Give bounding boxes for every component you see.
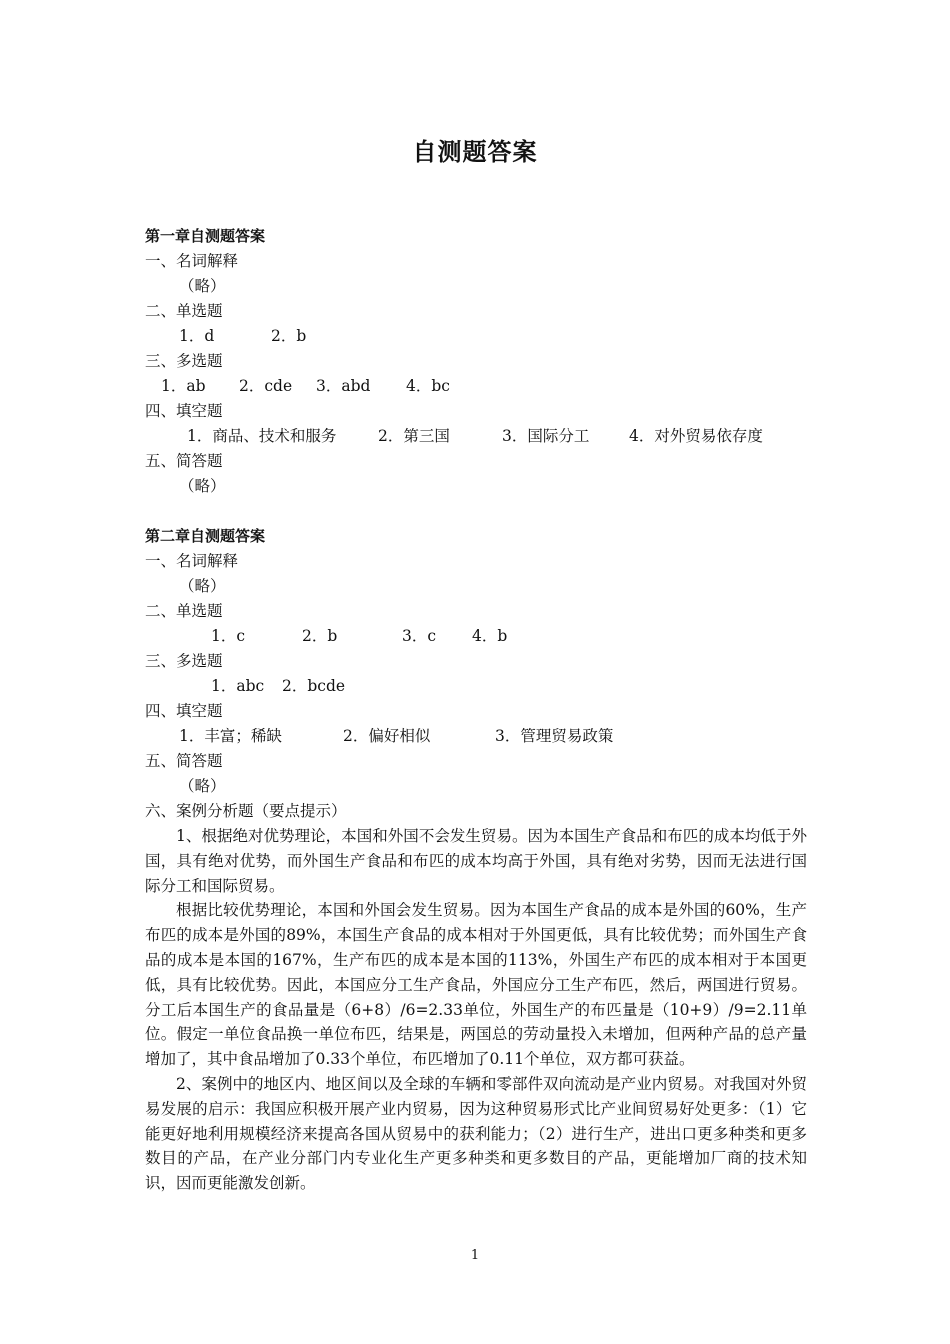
ch2-fill-blank-answers bbox=[145, 724, 807, 749]
answer: 2．b bbox=[271, 327, 307, 345]
ch1-terms-body: （略） bbox=[179, 277, 226, 295]
answer: 3．abd bbox=[316, 377, 371, 395]
ch1-section-terms: 一、名词解释 bbox=[145, 252, 239, 270]
ch2-single-choice-answers bbox=[145, 624, 807, 649]
ch1-section-fill-blank: 四、填空题 bbox=[145, 402, 223, 420]
case-paragraph-1: 1、根据绝对优势理论，本国和外国不会发生贸易。因为本国生产食品和布匹的成本均低于外国，具有绝对优势，而外国生产食品和布匹的成本均高于外国，具有绝对劣势，因而无法进行国际分工和国际贸易。 bbox=[145, 827, 807, 895]
answer: 3．管理贸易政策 bbox=[495, 727, 614, 745]
ch2-section-case-analysis: 六、案例分析题（要点提示） bbox=[145, 802, 347, 820]
ch2-terms-body: （略） bbox=[179, 577, 226, 595]
ch1-section-single-choice: 二、单选题 bbox=[145, 302, 223, 320]
chapter1-heading: 第一章自测题答案 bbox=[145, 227, 266, 245]
answer: 2．第三国 bbox=[378, 427, 450, 445]
answer: 3．c bbox=[402, 627, 437, 645]
page-number: 1 bbox=[470, 1248, 480, 1263]
answer: 4．bc bbox=[406, 377, 450, 395]
answer: 2．b bbox=[302, 627, 338, 645]
ch1-single-choice-answers bbox=[145, 324, 807, 349]
ch2-section-fill-blank: 四、填空题 bbox=[145, 702, 223, 720]
ch1-multi-choice-answers bbox=[145, 374, 807, 399]
answer: 2．bcde bbox=[282, 677, 346, 695]
answer: 1．丰富；稀缺 bbox=[179, 727, 282, 745]
answer: 2．偏好相似 bbox=[343, 727, 431, 745]
case-paragraph-3: 2、案例中的地区内、地区间以及全球的车辆和零部件双向流动是产业内贸易。对我国对外贸易发展的启示：我国应积极开展产业内贸易，因为这种贸易形式比产业间贸易好处更多：（1）它能更好地利用规模经济来提高各国从贸易中的获利能力；（2）进行生产，进出口更多种类和更多数目的产品，在产业分部门内专业化生产更多种类和更多数目的产品，更能增加厂商的技术知识，因而更能激发创新。 bbox=[145, 1074, 807, 1193]
answer: 1．ab bbox=[161, 377, 206, 395]
answer: 1．c bbox=[211, 627, 246, 645]
answer: 3．国际分工 bbox=[502, 427, 590, 445]
ch2-section-single-choice: 二、单选题 bbox=[145, 602, 223, 620]
page-title: 自测题答案 bbox=[412, 138, 538, 166]
ch2-short-answer-body: （略） bbox=[179, 777, 226, 795]
answer: 1．商品、技术和服务 bbox=[187, 427, 337, 445]
document-body bbox=[145, 224, 807, 1196]
ch1-short-answer-body: （略） bbox=[179, 477, 226, 495]
ch1-section-short-answer: 五、简答题 bbox=[145, 452, 223, 470]
ch1-fill-blank-answers bbox=[145, 424, 807, 449]
ch2-section-terms: 一、名词解释 bbox=[145, 552, 239, 570]
ch2-section-multi-choice: 三、多选题 bbox=[145, 652, 223, 670]
answer: 4．b bbox=[472, 627, 508, 645]
chapter2-heading: 第二章自测题答案 bbox=[145, 527, 266, 545]
answer: 4．对外贸易依存度 bbox=[629, 427, 763, 445]
ch2-multi-choice-answers bbox=[145, 674, 807, 699]
ch1-section-multi-choice: 三、多选题 bbox=[145, 352, 223, 370]
ch2-section-short-answer: 五、简答题 bbox=[145, 752, 223, 770]
answer: 1．abc bbox=[211, 677, 265, 695]
answer: 2．cde bbox=[239, 377, 293, 395]
case-paragraph-2: 根据比较优势理论，本国和外国会发生贸易。因为本国生产食品的成本是外国的60%，生产布匹的成本是外国的89%，本国生产食品的成本相对于外国更低，具有比较优势；而外国生产食品的成本是本国的167%，生产布匹的成本是本国的113%，外国生产布匹的成本相对于本国更低，具有比较优势。因此，本国应分工生产食品，外国应分工生产布匹，然后，两国进行贸易。分工后本国生产的食品量是（6+8）/6=2.33单位，外国生产的布匹量是（10+9）/9=2.11单位。假定一单位食品换一单位布匹，结果是，两国总的劳动量投入未增加，但两种产品的总产量增加了，其中食品增加了0.33个单位，布匹增加了0.11个单位，双方都可获益。 bbox=[145, 901, 807, 1069]
answer: 1．d bbox=[179, 327, 215, 345]
